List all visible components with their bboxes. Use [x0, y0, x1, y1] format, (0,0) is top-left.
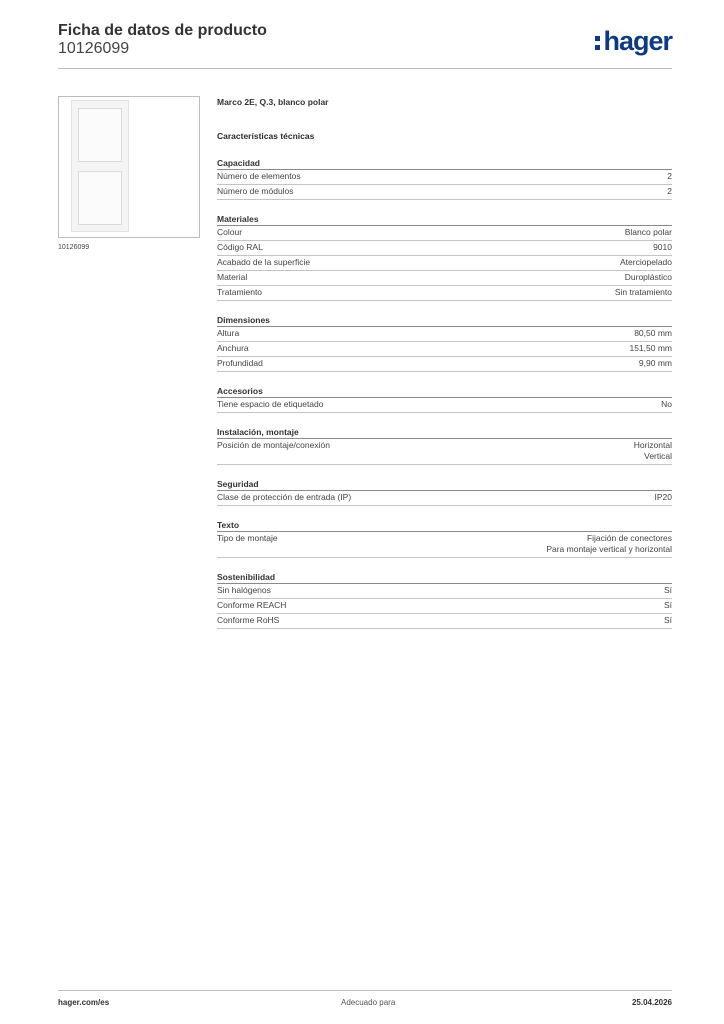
section-title: Instalación, montaje [217, 426, 672, 439]
spec-row [217, 226, 672, 241]
spec-value-line: Sí [663, 615, 672, 625]
spec-label: Anchura [217, 343, 249, 353]
section-title: Sostenibilidad [217, 571, 672, 584]
spec-label: Altura [217, 328, 240, 338]
spec-row [217, 342, 672, 357]
spec-row [217, 327, 672, 342]
double-frame-icon [71, 100, 129, 232]
spec-value-line: Sin tratamiento [614, 287, 672, 297]
section-title: Capacidad [217, 157, 672, 170]
frame-opening-bottom [78, 171, 122, 225]
section-title: Seguridad [217, 478, 672, 491]
characteristics-title: Características técnicas [217, 131, 315, 141]
spec-section [217, 385, 672, 413]
spec-row [217, 599, 672, 614]
spec-value-line: Horizontal [633, 440, 672, 450]
spec-value [634, 440, 672, 462]
spec-row [217, 357, 672, 372]
section-title: Materiales [217, 213, 672, 226]
spec-row [217, 584, 672, 599]
spec-section [217, 571, 672, 629]
spec-value-line: 2 [667, 186, 672, 196]
spec-row [217, 286, 672, 301]
spec-label: Número de elementos [217, 171, 301, 181]
spec-section [217, 426, 672, 465]
spec-value-line: Sí [663, 600, 672, 610]
footer-divider [58, 990, 672, 991]
footer-date: 25.04.2026 [631, 998, 672, 1007]
spec-value-line: 80,50 mm [634, 328, 672, 338]
spec-value [546, 533, 672, 555]
spec-value [629, 343, 672, 354]
spec-value-line: Aterciopelado [620, 257, 672, 267]
footer-website[interactable]: hager.com/es [58, 998, 110, 1007]
spec-row [217, 614, 672, 629]
spec-label: Tiene espacio de etiquetado [217, 399, 324, 409]
spec-value [625, 227, 672, 238]
spec-section [217, 478, 672, 506]
spec-label: Tratamiento [217, 287, 263, 297]
spec-value [664, 585, 672, 596]
section-title: Texto [217, 519, 672, 532]
spec-value [620, 257, 672, 268]
spec-label: Número de módulos [217, 186, 294, 196]
spec-value [667, 171, 672, 182]
spec-value-line: 2 [667, 171, 672, 181]
logo-text: hager [603, 26, 672, 56]
spec-value-line: 9010 [653, 242, 672, 252]
spec-row [217, 170, 672, 185]
spec-row [217, 491, 672, 506]
spec-row [217, 256, 672, 271]
page-title: Ficha de datos de producto [58, 22, 267, 39]
spec-label: Clase de protección de entrada (IP) [217, 492, 352, 502]
image-caption: 10126099 [58, 244, 90, 251]
spec-label: Material [217, 272, 248, 282]
spec-content [217, 96, 672, 629]
spec-label: Posición de montaje/conexión [217, 440, 330, 450]
spec-section [217, 157, 672, 200]
spec-value [664, 600, 672, 611]
spec-label: Colour [217, 227, 243, 237]
spec-value [625, 272, 672, 283]
spec-label: Conforme REACH [217, 600, 287, 610]
spec-section [217, 314, 672, 372]
spec-value-line: Blanco polar [624, 227, 672, 237]
spec-section [217, 519, 672, 558]
spec-label: Código RAL [217, 242, 263, 252]
spec-value [667, 186, 672, 197]
frame-opening-top [78, 108, 122, 162]
spec-value-line: Para montaje vertical y horizontal [546, 544, 672, 554]
spec-label: Acabado de la superficie [217, 257, 311, 267]
spec-value-line: No [661, 399, 672, 409]
header-divider [58, 68, 672, 69]
spec-sections [217, 157, 672, 629]
page-footer [58, 998, 672, 1010]
spec-value-line: Duroplástico [624, 272, 672, 282]
section-title: Accesorios [217, 385, 672, 398]
spec-label: Sin halógenos [217, 585, 271, 595]
spec-row [217, 241, 672, 256]
spec-row [217, 439, 672, 465]
spec-row [217, 271, 672, 286]
spec-value-line: Vertical [644, 451, 672, 461]
page-header [58, 22, 672, 58]
spec-value [655, 492, 673, 503]
section-title: Dimensiones [217, 314, 672, 327]
spec-label: Conforme RoHS [217, 615, 280, 625]
spec-value-line: Sí [663, 585, 672, 595]
spec-value [615, 287, 672, 298]
spec-value [664, 615, 672, 626]
spec-value-line: 151,50 mm [629, 343, 672, 353]
product-image [58, 96, 200, 238]
product-code: 10126099 [58, 40, 130, 57]
spec-section [217, 213, 672, 301]
spec-row [217, 532, 672, 558]
hager-logo [595, 26, 672, 56]
spec-value-line: IP20 [654, 492, 672, 502]
spec-row [217, 185, 672, 200]
logo-dots-icon [595, 36, 600, 50]
spec-label: Tipo de montaje [217, 533, 278, 543]
spec-value [634, 328, 672, 339]
spec-value [653, 242, 672, 253]
spec-value-line: 9,90 mm [638, 358, 672, 368]
spec-label: Profundidad [217, 358, 263, 368]
spec-value-line: Fijación de conectores [586, 533, 672, 543]
spec-value [661, 399, 672, 410]
spec-row [217, 398, 672, 413]
product-name: Marco 2E, Q.3, blanco polar [217, 97, 329, 107]
spec-value [639, 358, 672, 369]
footer-center-text: Adecuado para [341, 998, 396, 1007]
